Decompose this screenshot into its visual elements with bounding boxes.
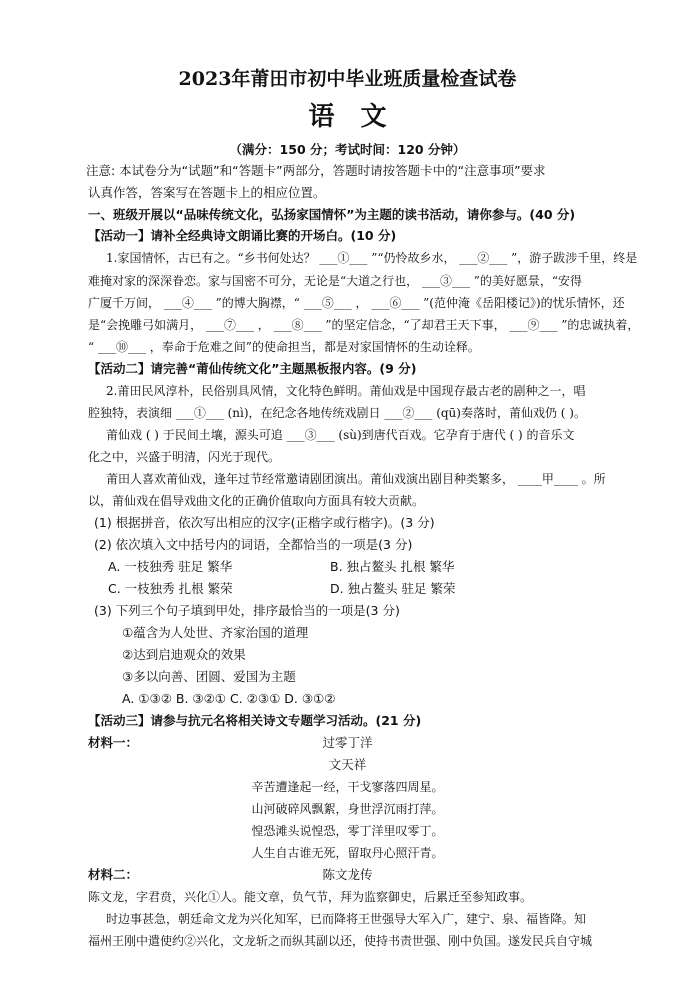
sentence-item: ②达到启迪观众的效果 [122,647,246,662]
activity-1-text: “ ___⑩___ ，奉命于危难之间”的使命担当，都是对家国情怀的生动诠释。 [88,340,480,354]
material-1-label: 材料一： [88,735,139,750]
question-2-1: (1) 根据拼音，依次写出相应的汉字(正楷字或行楷字)。(3 分) [94,515,435,530]
notice-line-2: 认真作答，答案写在答题卡上的相应位置。 [88,185,326,200]
material-2-text: 福州王刚中遣使约②兴化，文龙斩之而纵其副以还，使持书责世强、刚中负国。遂发民兵自守城 [88,934,593,948]
question-2-3-options: A. ①③② B. ③②① C. ②③① D. ③①② [122,691,336,706]
sentence-item: ③多以向善、团圆、爱国为主题 [122,669,296,684]
exam-title: 2023年莆田市初中毕业班质量检查试卷 [178,68,517,90]
option-c: C. 一枝独秀 扎根 繁荣 [108,581,233,596]
activity-1-text: 1.家国情怀，古已有之。“乡书何处达？ ___①___ ”“仍怜故乡水， ___②___ ”，游子跋涉千里，终是 [106,251,638,265]
notice-line-1: 注意: 本试卷分为“试题”和“答题卡”两部分，答题时请按答题卡中的“注意事项”要求 [86,163,546,178]
page-bottom-margin [0,974,695,983]
activity-1-text: 难掩对家的深深眷恋。家与国密不可分，无论是“大道之行也， ___③___ ”的美好愿景，“安得 [88,274,583,288]
activity-2-text: 2.莆田民风淳朴，民俗别具风情，文化特色鲜明。莆仙戏是中国现存最古老的剧种之一，唱 [106,384,586,398]
option-a: A. 一枝独秀 驻足 繁华 [108,559,233,574]
question-2-3: (3) 下列三个句子填到甲处，排序最恰当的一项是(3 分) [94,603,400,618]
poem-line: 辛苦遭逢起一经，干戈寥落四周星。 [251,780,444,794]
activity-3-heading: 【活动三】请参与抗元名将相关诗文专题学习活动。(21 分) [88,713,422,728]
option-d: D. 独占鳌头 驻足 繁荣 [330,581,456,596]
activity-1-text: 广厦千万间， ___④___ ”的博大胸襟，“ ___⑤___ ， ___⑥___ ”(范仲淹《岳阳楼记》)的忧乐情怀，还 [88,296,625,310]
poem-line: 山河破碎风飘絮，身世浮沉雨打萍。 [251,802,444,816]
activity-2-text: 以，莆仙戏在倡导戏曲文化的正确价值取向方面具有较大贡献。 [88,494,425,508]
material-2-title: 陈文龙传 [322,867,373,882]
material-2-text: 陈文龙，字君贲，兴化①人。能文章，负气节，拜为监察御史，后累迁至参知政事。 [88,890,533,904]
subject-title: 语文 [308,102,413,132]
activity-2-text: 化之中，兴盛于明清，闪光于现代。 [88,450,281,464]
poem-line: 人生自古谁无死，留取丹心照汗青。 [251,846,444,860]
question-2-2: (2) 依次填入文中括号内的词语，全都恰当的一项是(3 分) [94,537,413,552]
activity-2-heading: 【活动二】请完善“莆仙传统文化”主题黑板报内容。(9 分) [88,361,417,376]
activity-2-text: 莆田人喜欢莆仙戏，逢年过节经常邀请剧团演出。莆仙戏演出剧目种类繁多， ____甲____ 。所 [106,472,606,486]
section-1-heading: 一、班级开展以“品味传统文化，弘扬家国情怀”为主题的读书活动，请你参与。(40 分) [88,207,576,222]
poem-author: 文天祥 [328,757,367,772]
material-2-label: 材料二： [88,867,139,882]
activity-1-heading: 【活动一】请补全经典诗文朗诵比赛的开场白。(10 分) [88,228,397,243]
poem-title: 过零丁洋 [322,735,373,750]
exam-info: （满分：150 分；考试时间：120 分钟） [229,142,466,157]
material-2-text: 时边事甚急，朝廷命文龙为兴化知军，已而降将王世强导大军入广，建宁、泉、福皆降。知 [106,912,587,926]
poem-line: 惶恐滩头说惶恐，零丁洋里叹零丁。 [251,824,444,838]
activity-2-text: 腔独特，表演细 ___①___ (nì)，在纪念各地传统戏剧日 ___②___ (qū)奏落时，莆仙戏仍 ( )。 [88,406,586,420]
activity-1-text: 是“会挽雕弓如满月， ___⑦___ ， ___⑧___ ”的坚定信念，“了却君王天下事， ___⑨___ ”的忠诚执着， [88,318,640,332]
sentence-item: ①蕴含为人处世、齐家治国的道理 [122,625,309,640]
activity-2-text: 莆仙戏 ( ) 于民间土壤，源头可追 ___③___ (sù)到唐代百戏。它孕育于唐代 ( ) 的音乐文 [106,428,575,442]
option-b: B. 独占鳌头 扎根 繁华 [330,559,455,574]
